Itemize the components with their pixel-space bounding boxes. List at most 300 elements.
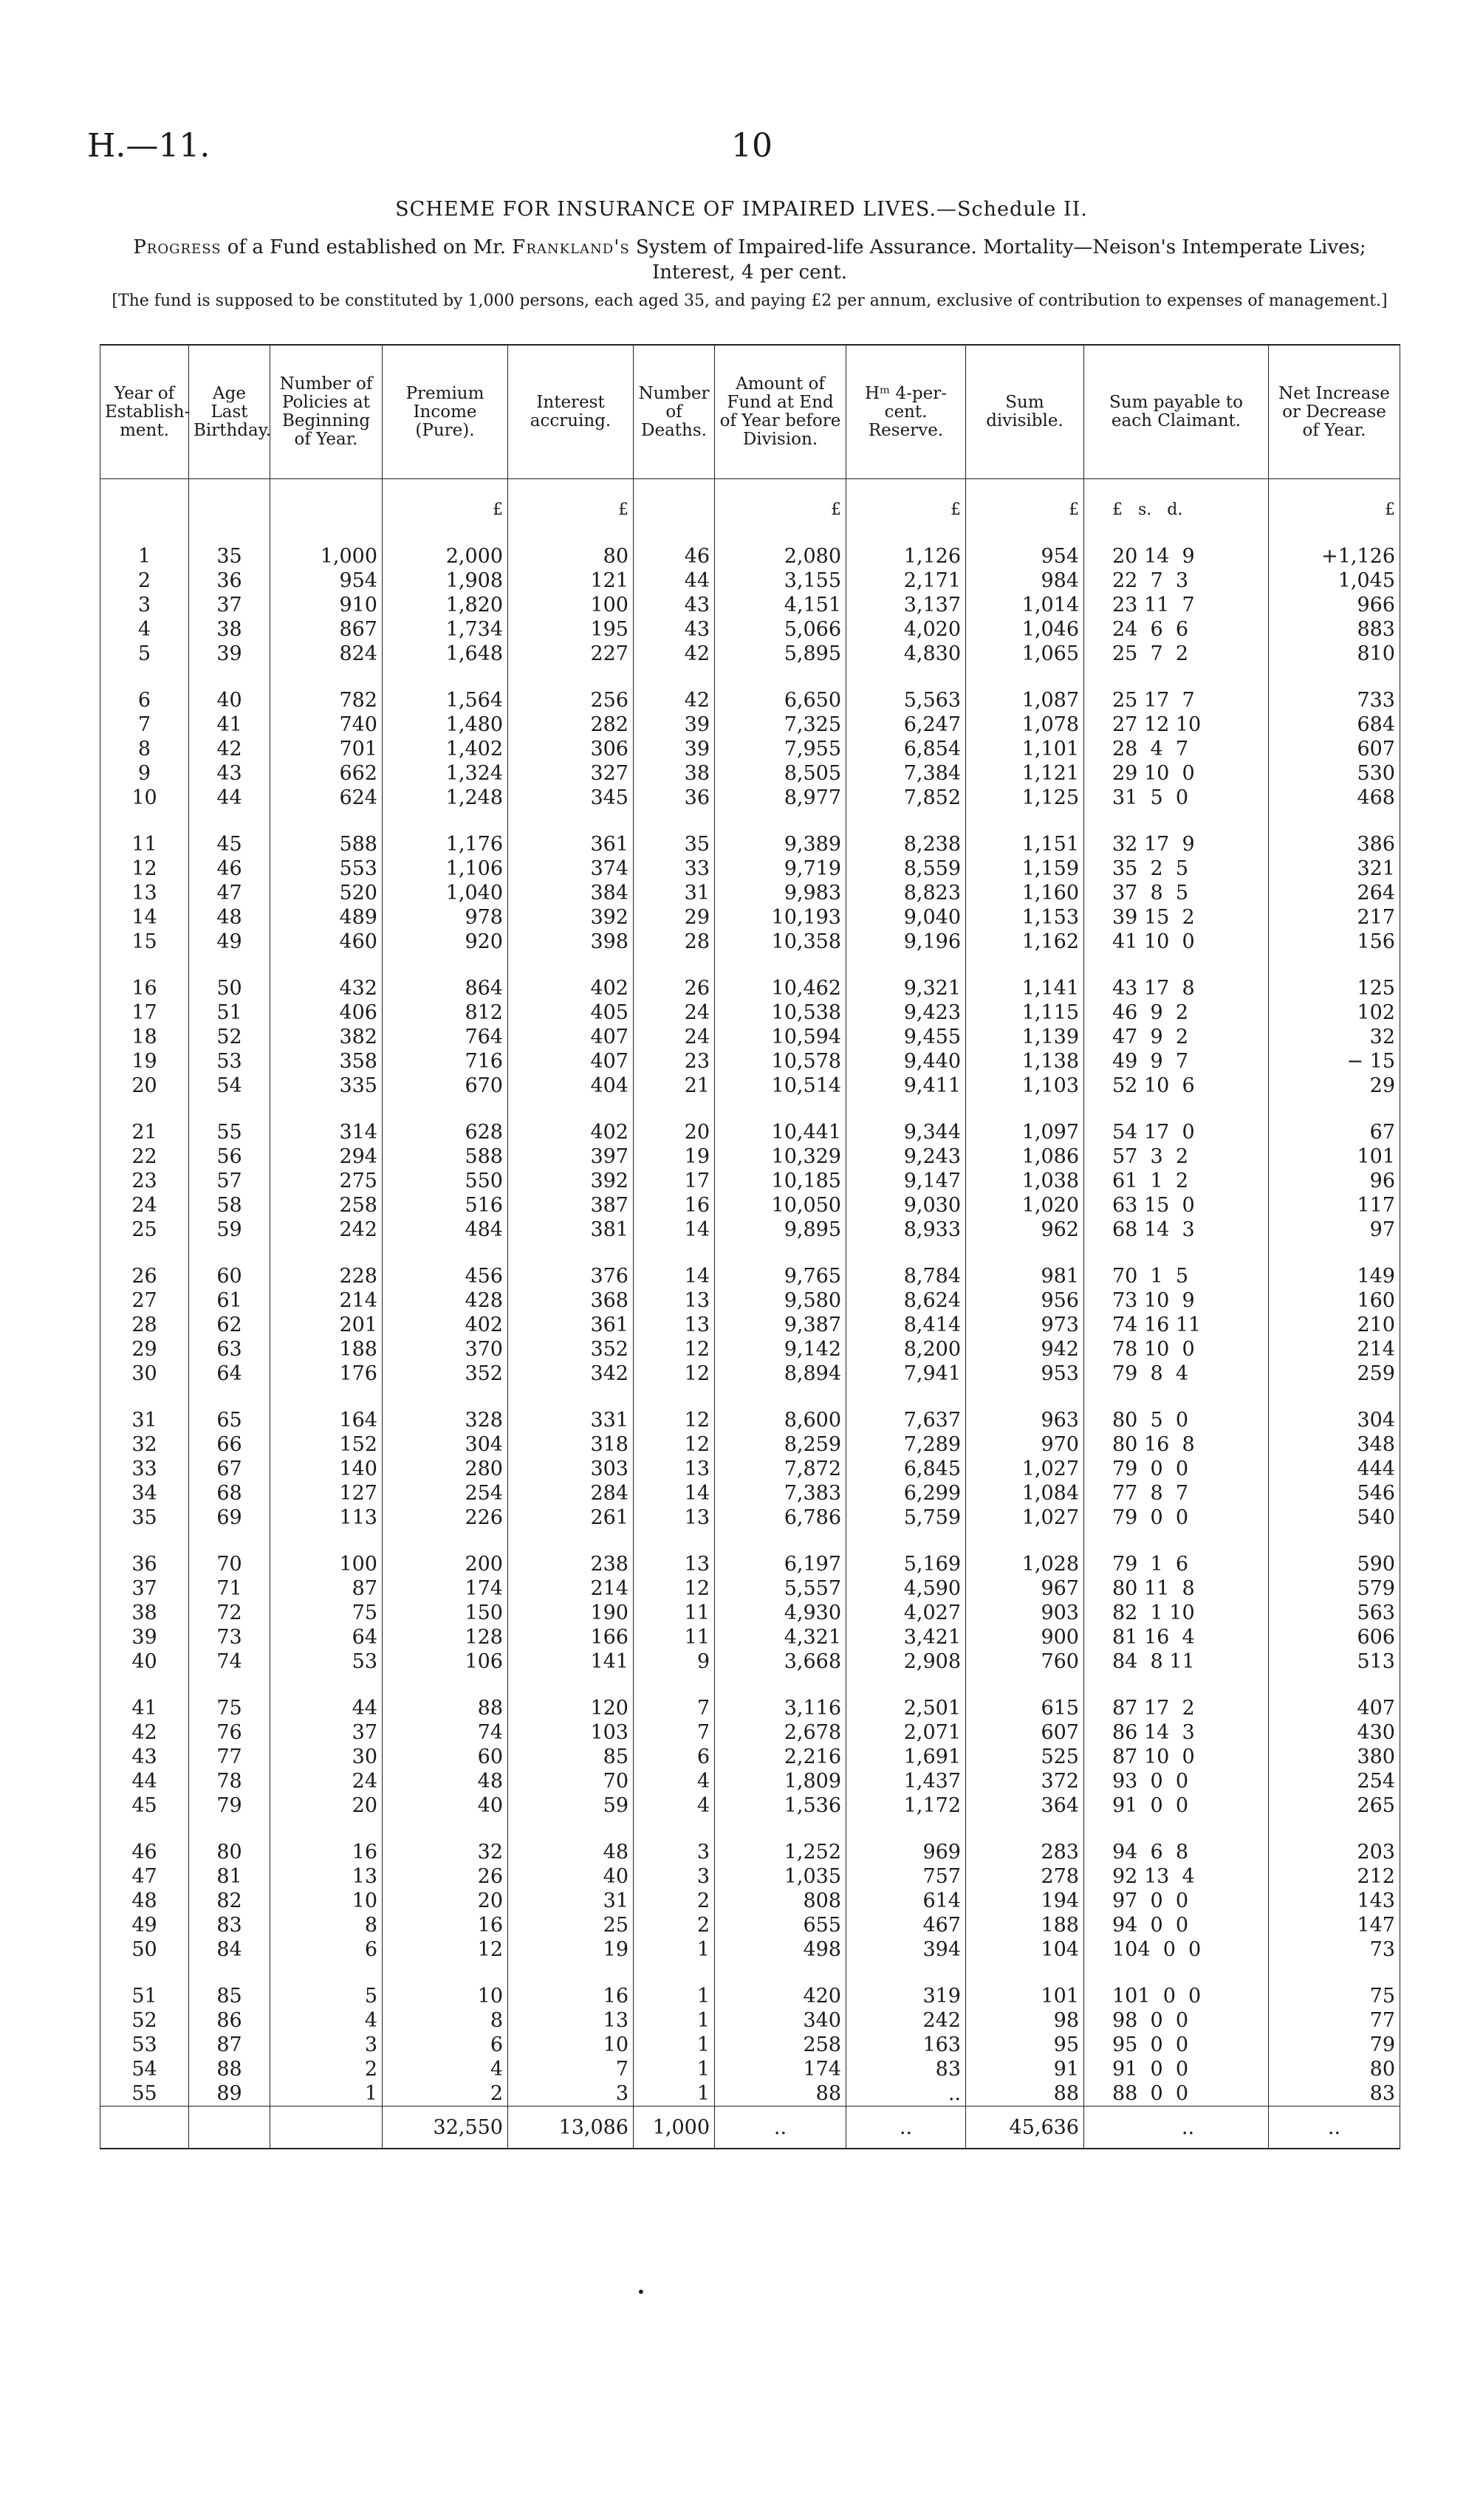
- cell-net: 102: [1269, 1000, 1400, 1025]
- table-row: [100, 737, 1400, 761]
- cell-payable: 87 17 2: [1084, 1696, 1269, 1720]
- cell-premium: 628: [383, 1120, 508, 1144]
- cell-age: 44: [189, 786, 270, 810]
- cell-net: 530: [1269, 761, 1400, 786]
- cell-deaths: 14: [634, 1264, 715, 1288]
- spacer-cell: [508, 1818, 634, 1840]
- total-divisible: 45,636: [966, 2107, 1084, 2149]
- cell-age: 36: [189, 569, 270, 593]
- cell-net: 80: [1269, 2057, 1400, 2081]
- cell-fund: 1,809: [715, 1769, 846, 1793]
- cell-year: 28: [100, 1313, 189, 1337]
- cell-premium: 1,480: [383, 713, 508, 737]
- cell-reserve: 2,071: [846, 1720, 966, 1745]
- cell-policies: 10: [270, 1889, 383, 1913]
- cell-premium: 20: [383, 1889, 508, 1913]
- cell-policies: 37: [270, 1720, 383, 1745]
- cell-interest: 282: [508, 713, 634, 737]
- cell-fund: 2,216: [715, 1745, 846, 1769]
- group-spacer: [100, 954, 1400, 976]
- subtitle-name: Frankland's: [512, 236, 630, 258]
- spacer-cell: [846, 1674, 966, 1696]
- cell-age: 84: [189, 1937, 270, 1962]
- cell-premium: 2: [383, 2081, 508, 2107]
- cell-premium: 764: [383, 1025, 508, 1049]
- table-row: [100, 761, 1400, 786]
- spacer-cell: [634, 1674, 715, 1696]
- cell-age: 54: [189, 1074, 270, 1098]
- table-row: [100, 1337, 1400, 1362]
- cell-year: 50: [100, 1937, 189, 1962]
- cell-age: 69: [189, 1506, 270, 1530]
- cell-policies: 3: [270, 2033, 383, 2057]
- header-reserve: Hᵐ 4-per-cent. Reserve.: [846, 345, 966, 479]
- cell-payable: 93 0 0: [1084, 1769, 1269, 1793]
- cell-fund: 174: [715, 2057, 846, 2081]
- cell-reserve: 757: [846, 1864, 966, 1889]
- cell-divisible: 615: [966, 1696, 1084, 1720]
- spacer-cell: [1084, 954, 1269, 976]
- cell-deaths: 43: [634, 617, 715, 642]
- spacer-cell: [1084, 1386, 1269, 1408]
- spacer-cell: [383, 1962, 508, 1984]
- table-row: [100, 1840, 1400, 1864]
- unit-net: £: [1269, 479, 1400, 523]
- cell-interest: 70: [508, 1769, 634, 1793]
- table-row: [100, 1745, 1400, 1769]
- cell-year: 27: [100, 1288, 189, 1313]
- cell-year: 42: [100, 1720, 189, 1745]
- cell-fund: 3,668: [715, 1649, 846, 1674]
- cell-net: 265: [1269, 1793, 1400, 1818]
- cell-interest: 284: [508, 1481, 634, 1506]
- cell-reserve: 7,852: [846, 786, 966, 810]
- cell-year: 51: [100, 1984, 189, 2008]
- cell-payable: 68 14 3: [1084, 1218, 1269, 1242]
- cell-premium: 26: [383, 1864, 508, 1889]
- cell-year: 2: [100, 569, 189, 593]
- table-row: [100, 1362, 1400, 1386]
- cell-deaths: 36: [634, 786, 715, 810]
- cell-deaths: 12: [634, 1408, 715, 1432]
- cell-age: 64: [189, 1362, 270, 1386]
- cell-divisible: 278: [966, 1864, 1084, 1889]
- subtitle-prefix: Progress: [133, 236, 222, 258]
- cell-premium: 12: [383, 1937, 508, 1962]
- cell-interest: 80: [508, 544, 634, 569]
- cell-reserve: 8,200: [846, 1337, 966, 1362]
- stray-mark: •: [637, 2283, 645, 2301]
- cell-fund: 10,594: [715, 1025, 846, 1049]
- spacer-cell: [1269, 522, 1400, 544]
- group-spacer: [100, 1386, 1400, 1408]
- cell-policies: 358: [270, 1049, 383, 1074]
- spacer-cell: [189, 1242, 270, 1264]
- cell-fund: 2,678: [715, 1720, 846, 1745]
- spacer-cell: [100, 1098, 189, 1120]
- cell-payable: 94 0 0: [1084, 1913, 1269, 1937]
- spacer-cell: [270, 1098, 383, 1120]
- cell-divisible: 903: [966, 1601, 1084, 1625]
- cell-interest: 195: [508, 617, 634, 642]
- cell-year: 32: [100, 1432, 189, 1457]
- cell-divisible: 963: [966, 1408, 1084, 1432]
- cell-year: 33: [100, 1457, 189, 1481]
- total-reserve: ..: [846, 2107, 966, 2149]
- cell-interest: 238: [508, 1552, 634, 1576]
- cell-fund: 498: [715, 1937, 846, 1962]
- cell-premium: 1,176: [383, 832, 508, 856]
- cell-year: 16: [100, 976, 189, 1000]
- table-row: [100, 881, 1400, 905]
- cell-net: 733: [1269, 688, 1400, 713]
- cell-net: 210: [1269, 1313, 1400, 1337]
- cell-payable: 73 10 9: [1084, 1288, 1269, 1313]
- cell-deaths: 1: [634, 2081, 715, 2107]
- cell-divisible: 1,038: [966, 1169, 1084, 1193]
- cell-interest: 387: [508, 1193, 634, 1218]
- cell-reserve: 614: [846, 1889, 966, 1913]
- spacer-cell: [966, 1818, 1084, 1840]
- header-net: Net Increase or Decrease of Year.: [1269, 345, 1400, 479]
- cell-divisible: 194: [966, 1889, 1084, 1913]
- cell-deaths: 12: [634, 1337, 715, 1362]
- cell-premium: 1,648: [383, 642, 508, 666]
- cell-interest: 261: [508, 1506, 634, 1530]
- cell-divisible: 973: [966, 1313, 1084, 1337]
- spacer-cell: [189, 1530, 270, 1552]
- cell-policies: 382: [270, 1025, 383, 1049]
- cell-year: 12: [100, 856, 189, 881]
- table-row: [100, 1984, 1400, 2008]
- cell-interest: 381: [508, 1218, 634, 1242]
- cell-divisible: 1,139: [966, 1025, 1084, 1049]
- cell-divisible: 1,086: [966, 1144, 1084, 1169]
- cell-fund: 1,035: [715, 1864, 846, 1889]
- cell-interest: 141: [508, 1649, 634, 1674]
- cell-interest: 402: [508, 976, 634, 1000]
- cell-fund: 258: [715, 2033, 846, 2057]
- cell-fund: 10,441: [715, 1120, 846, 1144]
- cell-reserve: 8,933: [846, 1218, 966, 1242]
- spacer-cell: [846, 1530, 966, 1552]
- cell-premium: 812: [383, 1000, 508, 1025]
- cell-payable: 97 0 0: [1084, 1889, 1269, 1913]
- cell-year: 36: [100, 1552, 189, 1576]
- spacer-cell: [846, 1962, 966, 1984]
- cell-age: 81: [189, 1864, 270, 1889]
- cell-divisible: 1,087: [966, 688, 1084, 713]
- spacer-cell: [846, 1242, 966, 1264]
- spacer-cell: [715, 1098, 846, 1120]
- cell-deaths: 11: [634, 1625, 715, 1649]
- spacer-cell: [966, 1674, 1084, 1696]
- cell-divisible: 1,028: [966, 1552, 1084, 1576]
- table-row: [100, 1408, 1400, 1432]
- spacer-cell: [715, 1530, 846, 1552]
- cell-fund: 4,151: [715, 593, 846, 617]
- cell-payable: 49 9 7: [1084, 1049, 1269, 1074]
- cell-policies: 242: [270, 1218, 383, 1242]
- spacer-cell: [715, 1818, 846, 1840]
- total-payable: ..: [1084, 2107, 1269, 2149]
- cell-premium: 254: [383, 1481, 508, 1506]
- cell-divisible: 95: [966, 2033, 1084, 2057]
- spacer-cell: [846, 810, 966, 832]
- cell-year: 10: [100, 786, 189, 810]
- cell-premium: 1,402: [383, 737, 508, 761]
- cell-reserve: 9,321: [846, 976, 966, 1000]
- cell-interest: 85: [508, 1745, 634, 1769]
- cell-interest: 374: [508, 856, 634, 881]
- cell-interest: 404: [508, 1074, 634, 1098]
- cell-deaths: 20: [634, 1120, 715, 1144]
- cell-divisible: 1,162: [966, 930, 1084, 954]
- spacer-cell: [634, 810, 715, 832]
- spacer-cell: [846, 666, 966, 688]
- cell-age: 58: [189, 1193, 270, 1218]
- spacer-cell: [1084, 1530, 1269, 1552]
- cell-reserve: 9,411: [846, 1074, 966, 1098]
- cell-net: 607: [1269, 737, 1400, 761]
- cell-premium: 40: [383, 1793, 508, 1818]
- cell-reserve: 2,908: [846, 1649, 966, 1674]
- table-row: [100, 905, 1400, 930]
- cell-age: 83: [189, 1913, 270, 1937]
- cell-deaths: 16: [634, 1193, 715, 1218]
- cell-policies: 75: [270, 1601, 383, 1625]
- cell-net: 77: [1269, 2008, 1400, 2033]
- spacer-cell: [270, 1242, 383, 1264]
- cell-year: 41: [100, 1696, 189, 1720]
- cell-payable: 37 8 5: [1084, 881, 1269, 905]
- cell-payable: 74 16 11: [1084, 1313, 1269, 1337]
- table-row: [100, 1889, 1400, 1913]
- cell-deaths: 4: [634, 1769, 715, 1793]
- cell-net: 407: [1269, 1696, 1400, 1720]
- cell-payable: 52 10 6: [1084, 1074, 1269, 1098]
- cell-fund: 5,066: [715, 617, 846, 642]
- cell-policies: 406: [270, 1000, 383, 1025]
- fund-note: [The fund is supposed to be constituted by 1,000 persons, each aged 35, and paying £2 per annum, exclusive of contribution to expenses of management.]: [112, 292, 1388, 310]
- cell-deaths: 14: [634, 1218, 715, 1242]
- cell-fund: 420: [715, 1984, 846, 2008]
- spacer-cell: [508, 1674, 634, 1696]
- table-row: [100, 786, 1400, 810]
- cell-premium: 978: [383, 905, 508, 930]
- spacer-cell: [189, 522, 270, 544]
- cell-payable: 35 2 5: [1084, 856, 1269, 881]
- cell-deaths: 29: [634, 905, 715, 930]
- cell-payable: 57 3 2: [1084, 1144, 1269, 1169]
- cell-payable: 23 11 7: [1084, 593, 1269, 617]
- cell-policies: 2: [270, 2057, 383, 2081]
- cell-divisible: 1,159: [966, 856, 1084, 881]
- cell-payable: 101 0 0: [1084, 1984, 1269, 2008]
- cell-net: 883: [1269, 617, 1400, 642]
- spacer-cell: [270, 666, 383, 688]
- cell-payable: 28 4 7: [1084, 737, 1269, 761]
- cell-policies: 335: [270, 1074, 383, 1098]
- cell-year: 8: [100, 737, 189, 761]
- cell-reserve: 1,172: [846, 1793, 966, 1818]
- cell-reserve: 8,624: [846, 1288, 966, 1313]
- cell-premium: 1,248: [383, 786, 508, 810]
- spacer-cell: [634, 1962, 715, 1984]
- cell-deaths: 1: [634, 2008, 715, 2033]
- cell-year: 45: [100, 1793, 189, 1818]
- table-row: [100, 1313, 1400, 1337]
- unit-cell: [270, 479, 383, 523]
- cell-payable: 91 0 0: [1084, 2057, 1269, 2081]
- cell-reserve: 8,414: [846, 1313, 966, 1337]
- table-row: [100, 1218, 1400, 1242]
- cell-divisible: 953: [966, 1362, 1084, 1386]
- cell-policies: 8: [270, 1913, 383, 1937]
- table-row: [100, 1000, 1400, 1025]
- table-row: [100, 1049, 1400, 1074]
- cell-age: 89: [189, 2081, 270, 2107]
- cell-policies: 954: [270, 569, 383, 593]
- spacer-cell: [270, 1674, 383, 1696]
- cell-premium: 280: [383, 1457, 508, 1481]
- spacer-cell: [966, 666, 1084, 688]
- cell-reserve: 467: [846, 1913, 966, 1937]
- cell-premium: 328: [383, 1408, 508, 1432]
- table-row: [100, 1144, 1400, 1169]
- cell-year: 23: [100, 1169, 189, 1193]
- cell-year: 3: [100, 593, 189, 617]
- spacer-cell: [966, 954, 1084, 976]
- total-net: ..: [1269, 2107, 1400, 2149]
- cell-fund: 10,358: [715, 930, 846, 954]
- cell-interest: 19: [508, 1937, 634, 1962]
- cell-reserve: 7,941: [846, 1362, 966, 1386]
- unit-premium: £: [383, 479, 508, 523]
- total-fund: ..: [715, 2107, 846, 2149]
- cell-reserve: 4,020: [846, 617, 966, 642]
- spacer-cell: [966, 1098, 1084, 1120]
- spacer-cell: [508, 1242, 634, 1264]
- spacer-cell: [1269, 1962, 1400, 1984]
- cell-premium: 550: [383, 1169, 508, 1193]
- cell-reserve: 242: [846, 2008, 966, 2033]
- cell-interest: 397: [508, 1144, 634, 1169]
- cell-deaths: 1: [634, 2057, 715, 2081]
- spacer-cell: [634, 1818, 715, 1840]
- cell-net: 513: [1269, 1649, 1400, 1674]
- header-year: Year of Establish-ment.: [100, 345, 189, 479]
- cell-interest: 407: [508, 1049, 634, 1074]
- cell-fund: 8,259: [715, 1432, 846, 1457]
- cell-age: 47: [189, 881, 270, 905]
- spacer-cell: [1084, 1818, 1269, 1840]
- cell-payable: 54 17 0: [1084, 1120, 1269, 1144]
- cell-policies: 624: [270, 786, 383, 810]
- cell-premium: 1,106: [383, 856, 508, 881]
- cell-divisible: 1,020: [966, 1193, 1084, 1218]
- cell-payable: 86 14 3: [1084, 1720, 1269, 1745]
- cell-net: 73: [1269, 1937, 1400, 1962]
- spacer-cell: [189, 1962, 270, 1984]
- progress-table-container: [100, 344, 1400, 2149]
- cell-net: 430: [1269, 1720, 1400, 1745]
- spacer-cell: [1269, 954, 1400, 976]
- cell-year: 52: [100, 2008, 189, 2033]
- cell-year: 44: [100, 1769, 189, 1793]
- cell-deaths: 38: [634, 761, 715, 786]
- spacer-cell: [383, 1098, 508, 1120]
- cell-fund: 655: [715, 1913, 846, 1937]
- spacer-cell: [189, 666, 270, 688]
- cell-age: 82: [189, 1889, 270, 1913]
- spacer-cell: [715, 810, 846, 832]
- cell-interest: 402: [508, 1120, 634, 1144]
- table-row: [100, 1074, 1400, 1098]
- cell-net: 67: [1269, 1120, 1400, 1144]
- header-interest: Interest accruing.: [508, 345, 634, 479]
- cell-age: 49: [189, 930, 270, 954]
- cell-premium: 16: [383, 1913, 508, 1937]
- cell-payable: 22 7 3: [1084, 569, 1269, 593]
- cell-year: 14: [100, 905, 189, 930]
- spacer-cell: [715, 1386, 846, 1408]
- header-fund: Amount of Fund at End of Year before Division.: [715, 345, 846, 479]
- spacer-cell: [1269, 1530, 1400, 1552]
- cell-age: 86: [189, 2008, 270, 2033]
- spacer-cell: [270, 1962, 383, 1984]
- unit-fund: £: [715, 479, 846, 523]
- cell-year: 43: [100, 1745, 189, 1769]
- cell-net: 579: [1269, 1576, 1400, 1601]
- cell-premium: 920: [383, 930, 508, 954]
- cell-age: 38: [189, 617, 270, 642]
- cell-net: 684: [1269, 713, 1400, 737]
- cell-age: 73: [189, 1625, 270, 1649]
- cell-year: 22: [100, 1144, 189, 1169]
- cell-age: 46: [189, 856, 270, 881]
- spacer-cell: [383, 666, 508, 688]
- cell-net: 214: [1269, 1337, 1400, 1362]
- cell-deaths: 1: [634, 1937, 715, 1962]
- cell-age: 37: [189, 593, 270, 617]
- cell-age: 76: [189, 1720, 270, 1745]
- cell-payable: 79 1 6: [1084, 1552, 1269, 1576]
- cell-net: +1,126: [1269, 544, 1400, 569]
- spacer-cell: [100, 810, 189, 832]
- cell-net: 217: [1269, 905, 1400, 930]
- spacer-cell: [508, 522, 634, 544]
- cell-fund: 5,557: [715, 1576, 846, 1601]
- cell-deaths: 2: [634, 1889, 715, 1913]
- cell-reserve: 7,289: [846, 1432, 966, 1457]
- cell-reserve: 6,247: [846, 713, 966, 737]
- cell-deaths: 1: [634, 2033, 715, 2057]
- cell-policies: 460: [270, 930, 383, 954]
- spacer-cell: [966, 1386, 1084, 1408]
- cell-year: 11: [100, 832, 189, 856]
- cell-age: 77: [189, 1745, 270, 1769]
- table-row: [100, 1025, 1400, 1049]
- cell-net: 563: [1269, 1601, 1400, 1625]
- cell-premium: 174: [383, 1576, 508, 1601]
- cell-net: 1,045: [1269, 569, 1400, 593]
- cell-fund: 10,185: [715, 1169, 846, 1193]
- cell-age: 39: [189, 642, 270, 666]
- table-row: [100, 544, 1400, 569]
- table-row: [100, 1552, 1400, 1576]
- cell-deaths: 39: [634, 737, 715, 761]
